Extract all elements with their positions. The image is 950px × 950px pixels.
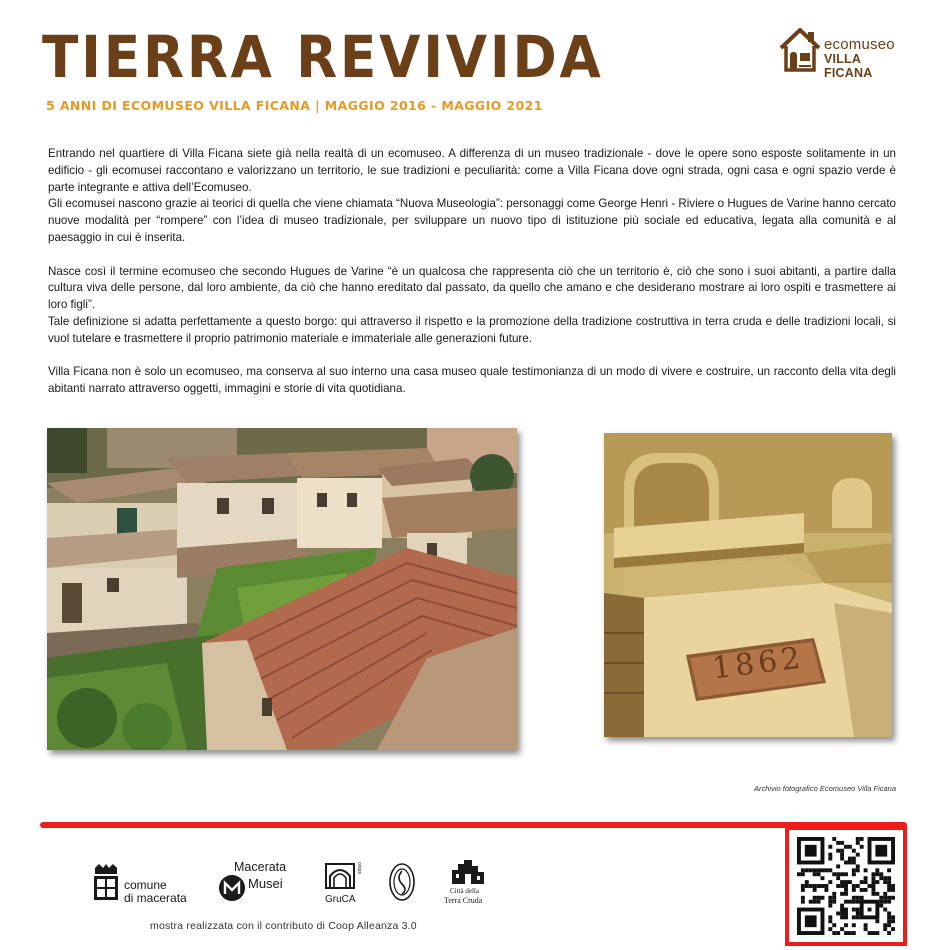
gruca-label: GruCA	[325, 894, 356, 905]
photo-credit: Archivio fotografico Ecomuseo Villa Ficana	[753, 784, 896, 793]
coat-of-arms-icon	[92, 864, 120, 902]
brand-name-line2: VILLA FICANA	[824, 52, 873, 80]
qr-code[interactable]	[785, 826, 907, 946]
ecomuseo-logo	[778, 26, 908, 80]
paragraph: Villa Ficana non è solo un ecomuseo, ma conserva al suo interno una casa museo quale testimonianza di un modo di vivere e costruire, un racconto della vita degli abitanti narrato attraverso oggetti, immagini e storie di vita quotidiana.	[48, 365, 896, 396]
comune-line2: di macerata	[124, 891, 187, 905]
musei-line2: Musei	[248, 876, 283, 891]
sponsor-note: mostra realizzata con il contributo di Coop Alleanza 3.0	[150, 920, 417, 932]
partner-logos	[90, 856, 510, 916]
rooftops-photo	[47, 428, 517, 750]
qr-code-icon	[797, 837, 895, 935]
emblem-icon	[388, 862, 416, 902]
macerata-musei-logo	[218, 856, 298, 908]
paragraph: Gli ecomusei nascono grazie ai teorici di quella che viene chiamata “Nuova Museologia”: personaggi come George Henri - Riviere o Hugues de Varine hanno cercato nuove modalità per “rompere” con l’idea di museo tradizionale, per sviluppare un nuovo tipo di istituzione più sociale ed educativa, legata alla comunità e al paesaggio in cui è inserita.	[48, 197, 896, 244]
house-logo-icon	[778, 26, 822, 74]
page-title: TIERRA REVIVIDA	[42, 23, 604, 91]
terra-cruda-logo	[440, 856, 500, 912]
inscription-text: 1862	[710, 640, 807, 687]
terra-line1: Città della	[450, 887, 479, 895]
paragraph: Nasce così il termine ecomuseo che secondo Hugues de Varine “è un qualcosa che rappresenta ciò che un territorio è, ciò che sono i suoi abitanti, a partire dalla cultura viva delle persone, dal loro ambiente, da ciò che hanno ereditato dal passato, da quello che amano e che desiderano mostrare ai loro ospiti e trasmettere ai loro figli”.	[48, 264, 896, 312]
comune-logo	[90, 862, 200, 906]
oval-emblem-logo	[388, 862, 416, 902]
paragraph: Entrando nel quartiere di Villa Ficana siete già nella realtà di un ecomuseo. A differenza di un museo tradizionale - dove le opere sono esposte solitamente in un edificio - gli ecomusei raccontano e valorizzano un territorio, le sue tradizioni e peculiarità: come a Villa Ficana dove ogni strada, ogni casa e ogni spazio verde è parte integrante e attiva dell’Ecomuseo.	[48, 147, 896, 194]
brand-name-line1: ecomuseo	[824, 36, 895, 53]
musei-m-icon	[218, 874, 246, 902]
comune-line1: comune	[124, 878, 167, 892]
gruca-side-text: onlus	[356, 862, 362, 874]
inscription-photo	[604, 433, 892, 737]
gruca-arch-icon	[324, 860, 358, 890]
body-text	[48, 146, 896, 398]
paragraph: Tale definizione si adatta perfettamente a questo borgo: qui attraverso il rispetto e la promozione della tradizione costruttiva in terra cruda e delle tradizioni locali, si vuol tutelare e trasmettere il proprio patrimonio materiale e immateriale alle generazioni future.	[48, 314, 896, 345]
gruca-logo	[322, 860, 368, 910]
page-subtitle: 5 ANNI DI ECOMUSEO VILLA FICANA | MAGGIO 2016 - MAGGIO 2021	[46, 98, 543, 113]
castle-icon	[448, 856, 488, 886]
footer-divider	[40, 822, 907, 828]
musei-line1: Macerata	[234, 860, 287, 874]
terra-line2: Terra Cruda	[444, 896, 483, 905]
